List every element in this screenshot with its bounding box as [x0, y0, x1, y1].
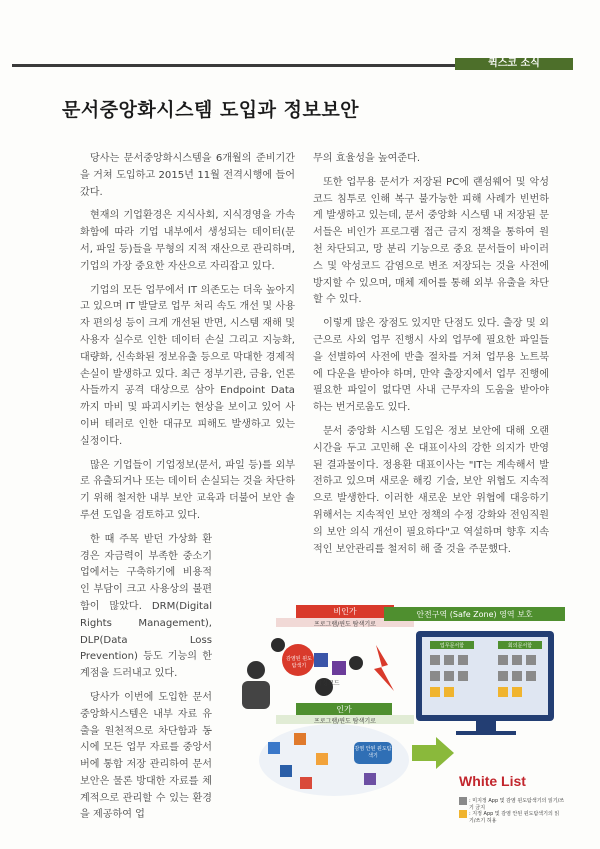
- app-icon: [314, 653, 328, 667]
- word-icon: [268, 742, 280, 754]
- allow-legend-text: : 지정 App 및 감염 안된 윈도탐색기의 읽기/쓰기 허용: [469, 811, 560, 824]
- allow-legend-icon: [459, 810, 467, 818]
- paragraph: 무의 효율성을 높여준다.: [313, 153, 421, 164]
- paragraph: 또한 업무용 문서가 저장된 PC에 랜섬웨어 및 악성코드 침투로 인해 복구 불가능한 피해 사례가 빈번하게 발생하고 있는데, 문서 중앙화 시스템 내 저장된 문서들은 비인가 프로그램 접근 금지 정책을 통하여 원천 차단되고, 망 분리 기능으로 중요 문서들이 바이러스 및 악성코드 감염으로 변조 저장되는 것을 사전에 방지할 수 있으며, 매체 제어를 통해 외부 유출을 차단 할 수 있다.: [313, 176, 549, 306]
- page-title: 문서중앙화시스템 도입과 정보보안: [62, 99, 360, 121]
- approved-explorer-label: 감염 안된 윈도탐색기: [354, 746, 392, 759]
- whitelist-title: White List: [459, 773, 526, 789]
- cad-icon: [316, 753, 328, 765]
- pdf-icon: [300, 777, 312, 789]
- blocked-icon: [374, 645, 394, 691]
- right-column: [313, 151, 549, 565]
- virus-icon: [271, 638, 285, 652]
- security-diagram: [236, 605, 565, 830]
- ai-icon: [294, 733, 306, 745]
- deny-legend-icon: [459, 797, 467, 805]
- tab-work-docs-label: 업무문서함: [439, 643, 465, 649]
- unauthorized-sub-label: 프로그램/윈도 탐색기로: [314, 621, 376, 628]
- section-tag: 퀵스코 소식: [455, 58, 573, 70]
- deny-legend-text: : 미지정 App 및 감염 윈도탐색기의 읽기/쓰기 금지: [469, 798, 565, 811]
- unauthorized-label: 비인가: [333, 607, 357, 616]
- paragraph: 기업의 모든 업무에서 IT 의존도는 더욱 높아지고 있으며 IT 발달로 업무 처리 속도 개선 및 사용자 편의성 등이 크게 개선된 반면, 시스템 재해 및 사용자 실수로 인한 데이터 손실 그리고 지능화, 대량화, 신속화된 정보유출 등으로 막대한 경제적 손실이 발생하고 있다. 최근 정부기관, 금융, 언론사들까지 공격 대상으로 삼아 Endpoint Data 까지 마비 및 파괴시키는 현상을 보이고 있어 사이버 테러로 인한 대규모 피해도 발생하고 있는 실정이다.: [80, 284, 295, 447]
- paragraph: 많은 기업들이 기업정보(문서, 파일 등)를 외부로 유출되거나 또는 데이터 손실되는 것을 차단하기 위해 철저한 내부 보안 교육과 더불어 보안 솔루션 도입을 검토하고 있다.: [80, 459, 295, 521]
- header-rule: [12, 64, 455, 67]
- authorized-sub-label: 프로그램/윈도 탐색기로: [314, 718, 376, 725]
- safe-zone-label: 안전구역 (Safe Zone) 영역 보호: [416, 610, 533, 619]
- app-icon: [332, 661, 346, 675]
- paragraph: 현재의 기업환경은 지식사회, 지식경영을 가속화함에 따라 기업 내부에서 생성되는 데이터(문서, 파일 등)들을 무형의 지적 재산으로 관리하며, 기업의 가장 중요한 자산으로 자리잡고 있다.: [80, 210, 295, 272]
- infected-explorer-label: 감염된 윈도탐색기: [286, 656, 312, 669]
- authorized-label: 인가: [336, 705, 352, 714]
- tab-meeting-docs-label: 회의문서함: [507, 643, 533, 649]
- x-app-icon: [364, 773, 376, 785]
- paragraph: 이렇게 많은 장점도 있지만 단점도 있다. 출장 및 외근으로 사외 업무 진행시 사외 업무에 필요한 파일들을 선별하여 사전에 반출 절차를 거쳐 업무용 노트북에 다운을 받아야 하며, 만약 출장지에서 업무 진행에 필요한 파일이 없다면 사내 근무자의 도움을 받아야 하는 번거로움도 있다.: [313, 318, 549, 414]
- paragraph: 문서 중앙화 시스템 도입은 정보 보안에 대해 오랜 시간을 두고 고민해 온 대표이사의 강한 의지가 반영된 결과물이다. 정용환 대표이사는 "IT는 계속해서 발전하고 있으며 새로운 해킹 기술, 보안 위협도 지속적으로 발생한다. 이러한 새로운 보안 위협에 대응하기 위해서는 지속적인 보안 정책의 수정 강화와 전임직원의 보안 의식 개선이 필요하다"고 역설하며 향후 지속적인 보안관리를 철저히 해 줄 것을 주문했다.: [313, 425, 549, 555]
- paragraph: 당사가 이번에 도입한 문서중앙화시스템은 내부 자료 유출을 원천적으로 차단함과 동시에 모든 업무 자료를 중앙서버에 통합 저장 관리하여 문서 보안은 물론 방대한 자료를 체계적으로 관리할 수 있는 환경을 제공하여 업: [80, 691, 212, 821]
- ps-icon: [280, 765, 292, 777]
- allow-arrow-icon: [412, 737, 454, 769]
- malware-label: 악성코드: [316, 680, 340, 687]
- user-icon: [247, 661, 265, 679]
- paragraph: 당사는 문서중앙화시스템을 6개월의 준비기간을 거쳐 도입하고 2015년 11월 전격시행에 들어갔다.: [80, 153, 295, 198]
- virus-icon: [349, 656, 363, 670]
- paragraph: 한 때 주목 받던 가상화 환경은 자금력이 부족한 중소기업에서는 구축하기에 비용적인 부담이 크고 사용상의 불편함이 많았다. DRM(Digital Rights Management), DLP(Data Loss Prevention) 등도 기능의 한계점을 드러내고 있다.: [80, 533, 212, 680]
